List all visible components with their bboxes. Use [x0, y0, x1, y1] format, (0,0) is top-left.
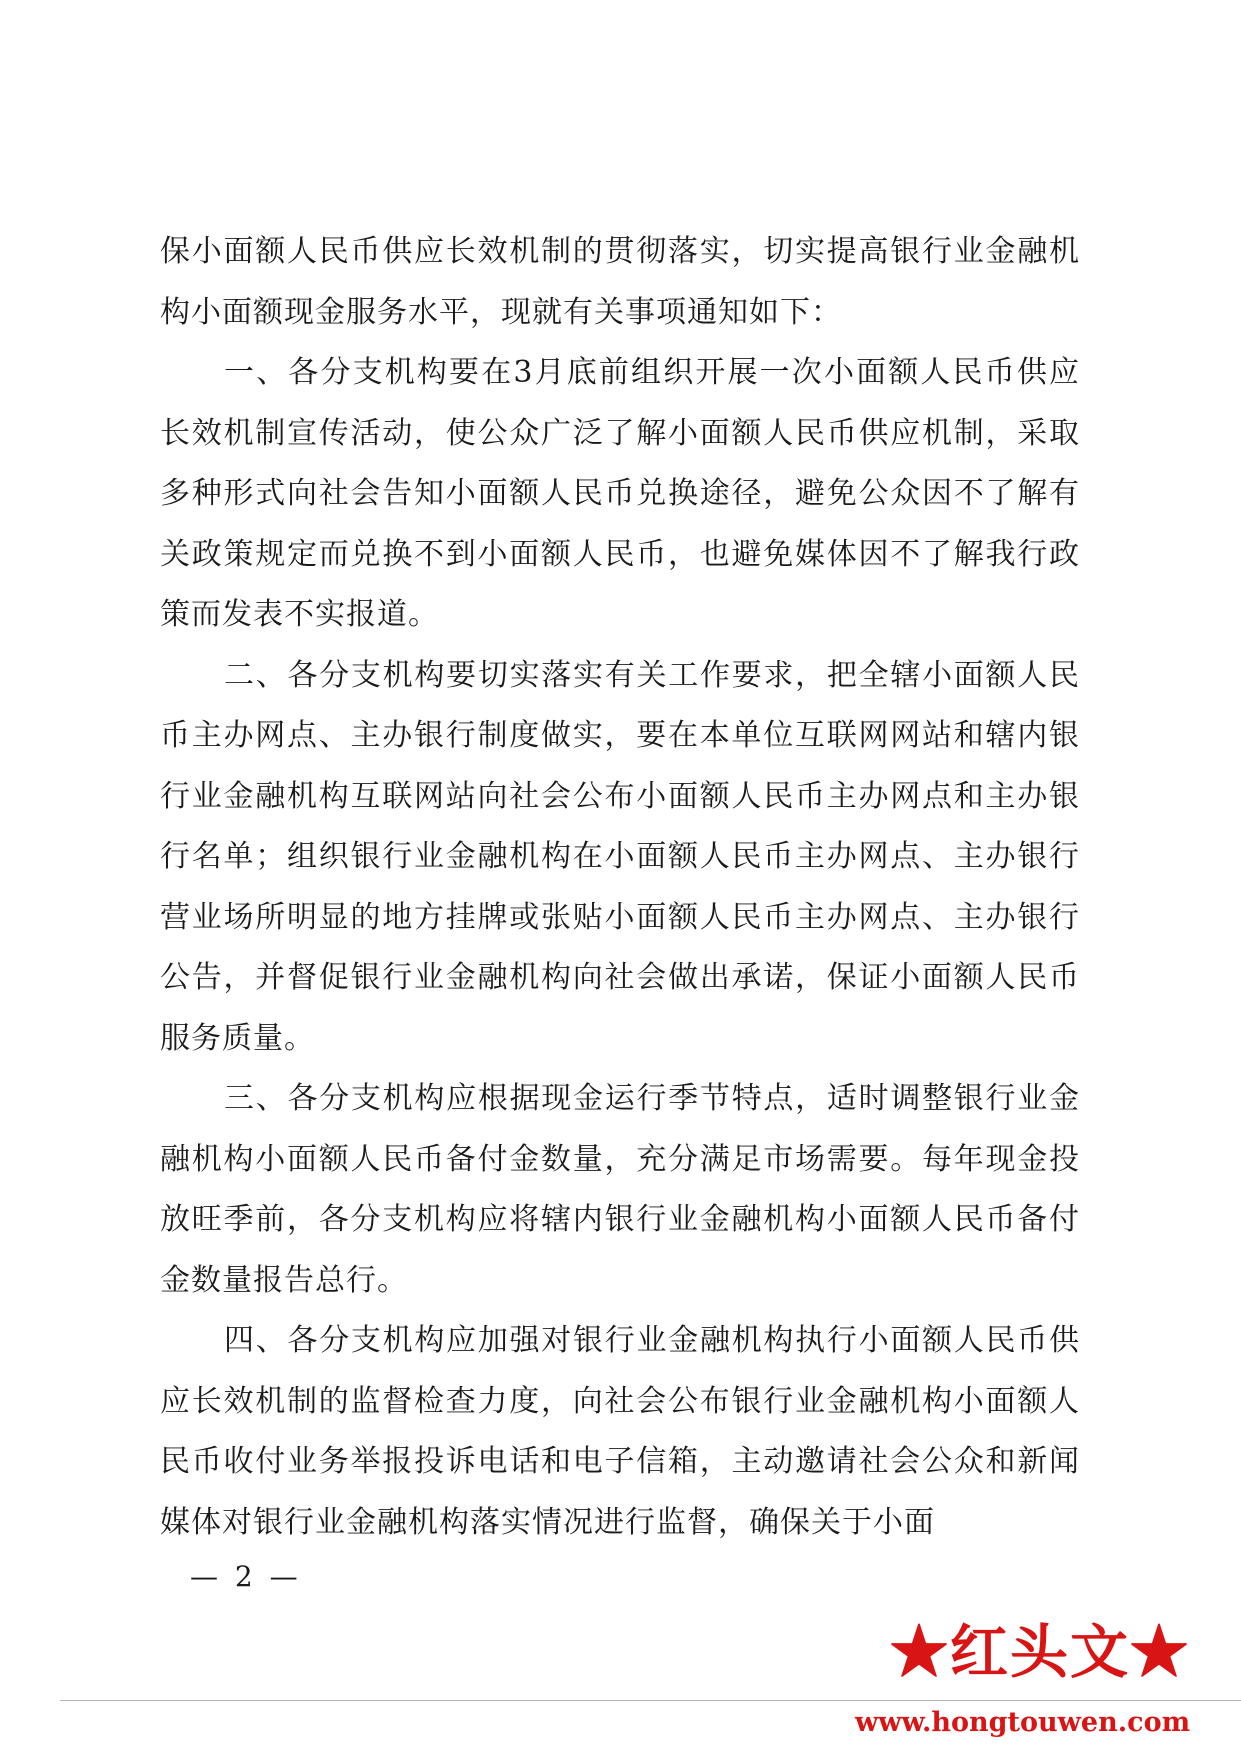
watermark-url: www.hongtouwen.com: [855, 1707, 1191, 1738]
document-body: [160, 222, 1080, 1553]
watermark-logo: [855, 1612, 1241, 1755]
paragraph-intro-continuation: 保小面额人民币供应长效机制的贯彻落实，切实提高银行业金融机构小面额现金服务水平，现就有关事项通知如下：: [160, 234, 1080, 330]
paragraph-item-four: 四、各分支机构应加强对银行业金融机构执行小面额人民币供应长效机制的监督检查力度，向社会公布银行业金融机构小面额人民币收付业务举报投诉电话和电子信箱，主动邀请社会公众和新闻媒体对银行业金融机构落实情况进行监督，确保关于小面: [160, 1323, 1080, 1540]
paragraph-item-two: 二、各分支机构要切实落实有关工作要求，把全辖小面额人民币主办网点、主办银行制度做实，要在本单位互联网网站和辖内银行业金融机构互联网站向社会公布小面额人民币主办网点和主办银行名单；组织银行业金融机构在小面额人民币主办网点、主办银行营业场所明显的地方挂牌或张贴小面额人民币主办网点、主办银行公告，并督促银行业金融机构向社会做出承诺，保证小面额人民币服务质量。: [160, 657, 1080, 1056]
page-number: — 2 —: [190, 1560, 302, 1593]
paragraph-item-one: 一、各分支机构要在3月底前组织开展一次小面额人民币供应长效机制宣传活动，使公众广泛了解小面额人民币供应机制，采取多种形式向社会告知小面额人民币兑换途径，避免公众因不了解有关政策规定而兑换不到小面额人民币，也避免媒体因不了解我行政策而发表不实报道。: [160, 355, 1080, 632]
paragraph-item-three: 三、各分支机构应根据现金运行季节特点，适时调整银行业金融机构小面额人民币备付金数量，充分满足市场需要。每年现金投放旺季前，各分支机构应将辖内银行业金融机构小面额人民币备付金数量报告总行。: [160, 1081, 1080, 1298]
watermark-title: ★红头文★: [889, 1618, 1190, 1686]
